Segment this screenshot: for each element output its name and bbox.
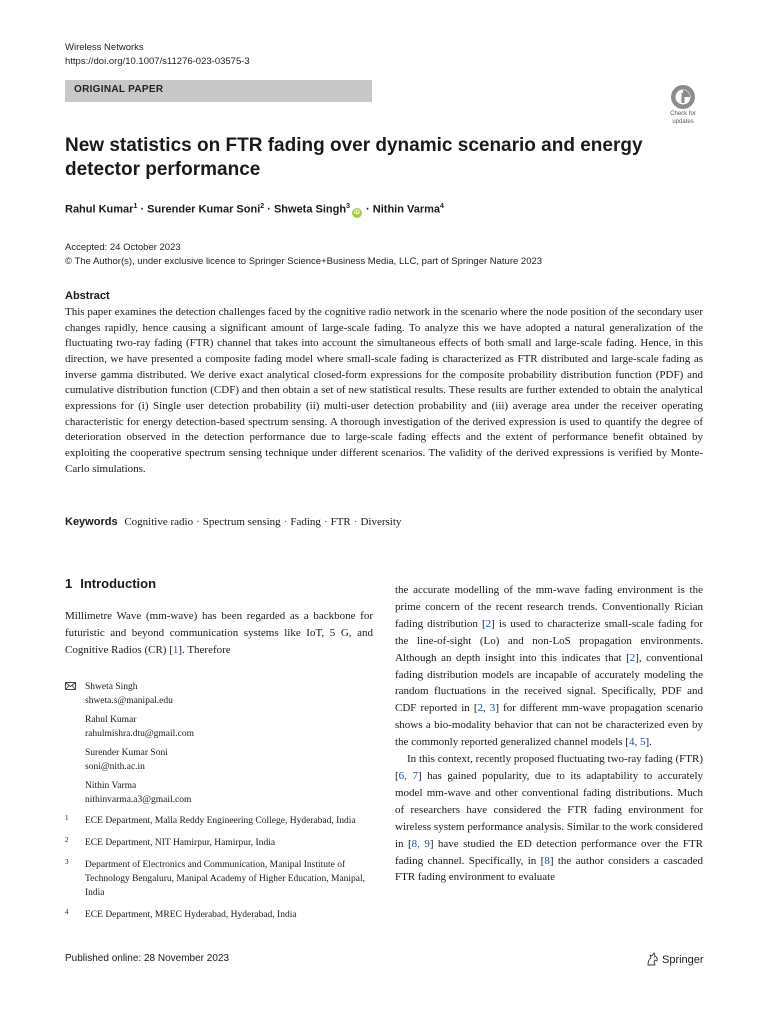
check-updates-line1: Check for bbox=[670, 111, 696, 117]
article-dates bbox=[65, 241, 542, 269]
citation-link[interactable]: 2, 3 bbox=[477, 702, 496, 715]
affiliation-text: Department of Electronics and Communication, Manipal Institute of Technology Bengaluru, Manipal Academy of Higher Education, Manipal, India bbox=[85, 860, 366, 898]
affiliation-entry bbox=[65, 814, 375, 828]
springer-horse-icon bbox=[645, 952, 659, 966]
affiliation-text: ECE Department, NIT Hamirpur, Hamirpur, India bbox=[85, 838, 276, 848]
citation-link[interactable]: 8, 9 bbox=[411, 837, 430, 850]
intro-text: ], conventional fading distribution models are incapable of accurately modeling the random fluctuations in the received signal. Specifically, PDF and CDF reported in [ bbox=[395, 651, 703, 715]
article-type-bar bbox=[65, 80, 372, 102]
publisher-logo[interactable] bbox=[645, 952, 704, 966]
accepted-date: Accepted: 24 October 2023 bbox=[65, 242, 181, 253]
citation-link[interactable]: 8 bbox=[544, 854, 550, 867]
affiliation-entry bbox=[65, 908, 375, 922]
citation-link[interactable]: 1 bbox=[172, 644, 179, 657]
keyword: Fading bbox=[290, 516, 321, 528]
author-name[interactable]: Shweta Singh bbox=[273, 203, 347, 216]
envelope-icon bbox=[65, 682, 76, 690]
affiliation-number: 4 bbox=[65, 908, 69, 916]
intro-text: ] have studied the ED detection performance over the FTR fading channel. Specifically, in [ bbox=[395, 837, 704, 867]
affiliations bbox=[65, 814, 375, 930]
intro-paragraph-left bbox=[65, 608, 373, 660]
check-updates-line2: updates bbox=[672, 118, 694, 125]
contact-email[interactable]: rahulmishra.dtu@gmail.com bbox=[85, 729, 195, 739]
journal-name: Wireless Networks bbox=[65, 42, 144, 53]
affiliation-number: 2 bbox=[65, 836, 69, 844]
intro-column-right bbox=[395, 582, 703, 886]
author-name[interactable]: Nithin Varma bbox=[372, 203, 441, 216]
journal-header bbox=[65, 41, 250, 69]
publisher-name: Springer bbox=[662, 954, 704, 966]
abstract-text: This paper examines the detection challenges faced by the cognitive radio network in the scenario where the node position of the secondary user changes rapidly, hence causing a significant amount of large-scale fading. To analyze this we have adopted a natural generalization of the fluctuating two-ray fading (FTR) channel that takes into account the simultaneous effects of both small and large-scale fading. Hence, in this direction, we have presented a composite fading model where small-scale fading is characterized as FTR distributed and large-scale fading as inverse gamma distributed. We derive exact analytical closed-form expressions for the composite probability distribution function (PDF) and cumulative distribution function (CDF) and then obtain a set of new statistical results. These results are further extended to obtain the analytical expressions for (i) Single user detection probability (ii) multi-user detection probability and (iii) average area under the receiver operating characteristic for energy detection-based spectrum sensing. A thorough investigation of the derived expression is used to quantify the degree of deterioration observed in the detection performance due to large-scale fading effects and the extent of performance benefit obtained by exploiting the cooperative spectrum sensing technique under different scenarios. The validity of the derived expressions is verified by Monte-Carlo simulations. bbox=[65, 306, 703, 475]
abstract-heading: Abstract bbox=[65, 290, 110, 302]
contact-name: Nithin Varma bbox=[85, 781, 137, 791]
intro-text: the accurate modelling of the mm-wave fading environment is the prime concern of the recent research trends. Conventionally Rician fading distribution [ bbox=[395, 584, 703, 630]
section-title: Introduction bbox=[80, 576, 157, 591]
keyword: FTR bbox=[330, 516, 351, 528]
author-name[interactable]: Rahul Kumar bbox=[65, 203, 134, 216]
contact-name: Rahul Kumar bbox=[85, 715, 137, 725]
intro-text: ] for different mm-wave propagation scenario shows a bio-modality behavior that can not be characterized even by the commonly reported generalized channel models [ bbox=[395, 702, 704, 749]
author-separator: · bbox=[366, 203, 370, 216]
affiliation-text: ECE Department, Malla Reddy Engineering College, Hyderabad, India bbox=[85, 816, 356, 826]
citation-link[interactable]: 2 bbox=[485, 617, 492, 630]
contact-entry bbox=[65, 680, 375, 708]
contact-email[interactable]: nithinvarma.a3@gmail.com bbox=[85, 795, 192, 805]
orcid-icon[interactable]: iD bbox=[353, 209, 360, 216]
affiliation-text: ECE Department, MREC Hyderabad, Hyderabad, India bbox=[85, 910, 297, 920]
intro-text: ] has gained popularity, due to its adaptability to accurately model mm-wave and other conventional fading distributions. Much of researchers have considered the FTR fading environment for wireless system performance analysis. Similar to the work considered in [ bbox=[395, 769, 704, 850]
intro-text: Millimetre Wave (mm-wave) has been regarded as a backbone for futuristic and beyond communication systems like IoT, 5 G, and Cognitive Radios (CR) [ bbox=[65, 610, 373, 657]
intro-text: ]. bbox=[645, 736, 652, 749]
affiliation-entry bbox=[65, 836, 375, 850]
author-separator: · bbox=[140, 203, 145, 216]
copyright-line: © The Author(s), under exclusive licence to Springer Science+Business Media, LLC, part of Springer Nature 2023 bbox=[65, 256, 543, 267]
keyword: Diversity bbox=[360, 516, 402, 528]
keyword-separator: · bbox=[196, 516, 200, 528]
intro-text: ] the author considers a cascaded FTR fading environment to evaluate bbox=[395, 854, 703, 884]
affiliation-number: 1 bbox=[65, 814, 69, 822]
citation-link[interactable]: 6, 7 bbox=[398, 769, 418, 782]
contact-entry bbox=[65, 779, 375, 807]
author-affil-mark: 3 bbox=[346, 203, 350, 210]
published-online-date: Published online: 28 November 2023 bbox=[65, 953, 229, 964]
author-name[interactable]: Surender Kumar Soni bbox=[147, 203, 261, 216]
contact-name: Shweta Singh bbox=[85, 682, 138, 692]
keyword-separator: · bbox=[283, 516, 288, 528]
contact-name: Surender Kumar Soni bbox=[85, 748, 168, 758]
check-for-updates-badge[interactable] bbox=[664, 84, 702, 124]
citation-link[interactable]: 4, 5 bbox=[628, 736, 646, 749]
author-affil-mark: 2 bbox=[260, 203, 265, 210]
citation-link[interactable]: 2 bbox=[629, 651, 636, 664]
doi-link[interactable]: https://doi.org/10.1007/s11276-023-03575-3 bbox=[65, 56, 250, 67]
paper-title: New statistics on FTR fading over dynamic scenario and energy detector performance bbox=[65, 135, 643, 180]
article-type: ORIGINAL PAPER bbox=[74, 84, 164, 95]
affiliation-number: 3 bbox=[65, 858, 69, 866]
section-heading-introduction bbox=[65, 576, 156, 591]
author-affil-mark: 1 bbox=[133, 203, 138, 210]
check-updates-icon bbox=[670, 84, 696, 110]
keyword-separator: · bbox=[323, 516, 328, 528]
contact-email[interactable]: shweta.s@manipal.edu bbox=[85, 696, 173, 706]
intro-text: ] is used to characterize small-scale fading for the line-of-sight (Lo) and non-LoS propagation environments. Although an depth insight into this indicates that [ bbox=[395, 617, 703, 664]
intro-paragraph bbox=[395, 751, 703, 886]
keyword-separator: · bbox=[353, 516, 358, 528]
section-number: 1 bbox=[65, 576, 73, 591]
author-separator: · bbox=[267, 203, 271, 216]
intro-paragraph bbox=[395, 582, 703, 751]
author-list bbox=[65, 203, 444, 218]
intro-text: ]. Therefore bbox=[178, 644, 231, 657]
keyword: Spectrum sensing bbox=[202, 516, 281, 528]
contact-email[interactable]: soni@nith.ac.in bbox=[85, 762, 145, 772]
keywords-line bbox=[65, 516, 401, 528]
contact-entry bbox=[65, 746, 375, 774]
keywords-label: Keywords bbox=[65, 516, 118, 528]
intro-text: In this context, recently proposed fluctuating two-ray fading (FTR) [ bbox=[395, 753, 703, 782]
contact-entry bbox=[65, 713, 375, 741]
corresponding-contacts bbox=[65, 680, 375, 812]
affiliation-entry bbox=[65, 858, 375, 900]
author-affil-mark: 4 bbox=[440, 203, 444, 210]
keyword: Cognitive radio bbox=[124, 516, 194, 528]
